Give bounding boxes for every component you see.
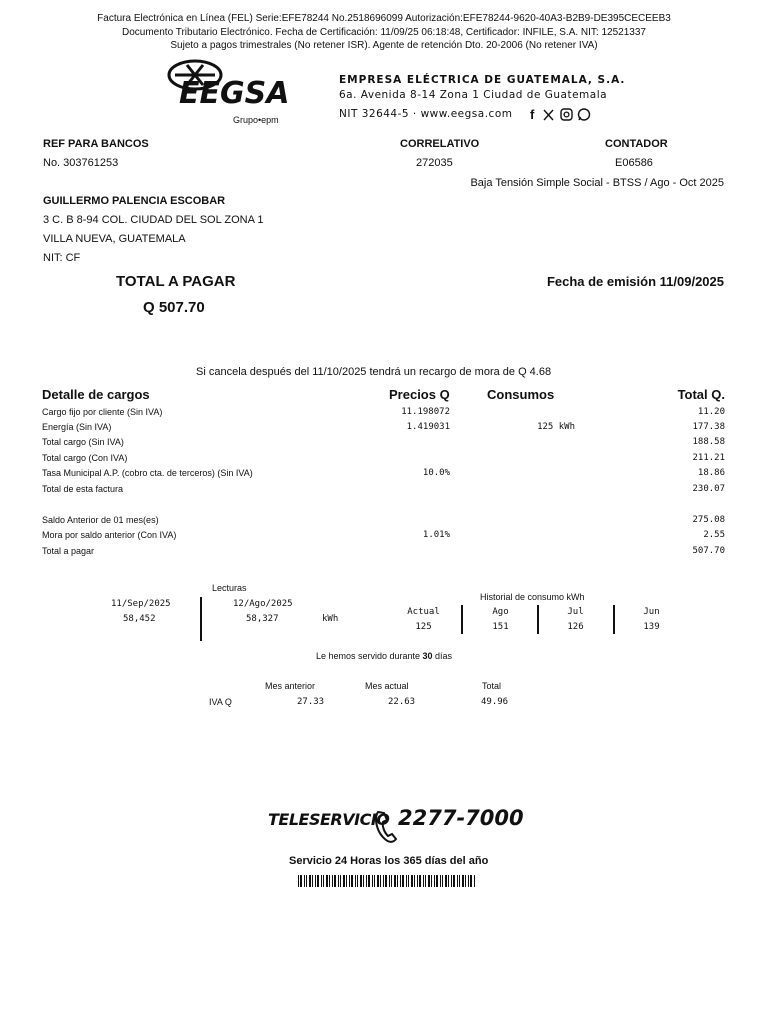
barcode-bar [408,875,409,887]
customer-name: GUILLERMO PALENCIA ESCOBAR [43,195,226,207]
whatsapp-icon[interactable] [579,109,590,120]
barcode-bar [323,875,324,887]
barcode-bar [462,875,464,887]
iva-col-previous: Mes anterior [265,681,316,691]
x-icon[interactable] [544,110,553,120]
barcode-bar [383,875,384,887]
barcode-bar [355,875,356,887]
barcode-bar [326,875,328,887]
history-col-value: 125 [415,622,432,632]
barcode-bar [465,875,466,887]
logo-brand-text: EEGSA [179,76,290,111]
barcode-bar [357,875,358,887]
barcode-bar [309,875,311,887]
svg-text:f: f [530,107,535,122]
customer-address-1: 3 C. B 8-94 COL. CIUDAD DEL SOL ZONA 1 [43,214,264,226]
ref-bancos-value: No. 303761253 [43,157,119,169]
barcode-bar [351,875,353,887]
barcode-bar [402,875,404,887]
charge-total: 177.38 [692,422,725,432]
barcode-bar [363,875,364,887]
history-col-value: 139 [643,622,660,632]
charge-desc: Total cargo (Con IVA) [42,453,128,463]
barcode-bar [434,875,435,887]
reading-value-current: 58,452 [123,614,156,624]
barcode-bar [312,875,313,887]
barcode-bar [453,875,455,887]
barcode-bar [470,875,472,887]
charge-desc: Total a pagar [42,546,95,556]
readings-divider [200,597,202,641]
fel-header-line-3: Sujeto a pagos trimestrales (No retener ISR). Agente de retención Dto. 20-2006 (No retener IVA) [170,40,598,51]
history-col-value: 151 [492,622,509,632]
customer-nit: NIT: CF [43,252,81,264]
charge-desc: Mora por saldo anterior (Con IVA) [42,530,177,540]
barcode-bar [425,875,426,887]
iva-current-value: 22.63 [388,697,416,707]
history-title: Historial de consumo kWh [480,592,585,602]
barcode-bar [334,875,336,887]
history-col-label: Jun [643,607,660,617]
barcode-bar [360,875,362,887]
charge-desc: Tasa Municipal A.P. (cobro cta. de terceros) (Sin IVA) [42,468,253,478]
late-fee-notice: Si cancela después del 11/10/2025 tendrá un recargo de mora de Q 4.68 [196,366,552,378]
barcode-bar [298,875,299,887]
barcode-bar [431,875,432,887]
history-divider [537,605,539,634]
history-col-label: Ago [492,607,509,617]
reading-date-current: 11/Sep/2025 [111,599,171,609]
barcode-bar [428,875,430,887]
correlativo-label: CORRELATIVO [400,138,480,150]
charge-consumo: 125 kWh [537,422,575,432]
barcode-bar [349,875,350,887]
barcode-bar [419,875,421,887]
charge-price: 11.198072 [401,407,450,417]
readings-title: Lecturas [212,583,247,593]
service-days-count: 30 [422,651,433,661]
charge-desc: Saldo Anterior de 01 mes(es) [42,515,159,525]
charges-col-consumo: Consumos [487,387,555,402]
barcode-bar [400,875,401,887]
barcode-bar [315,875,316,887]
charge-total: 507.70 [692,546,725,556]
charge-total: 2.55 [703,530,725,540]
barcode-bar [457,875,458,887]
fel-header-line-1: Factura Electrónica en Línea (FEL) Serie:EFE78244 No.2518696099 Autorización:EFE78244-9620-40A3-B2B9-DE395CECEEB3 [97,13,671,24]
fel-header-line-2: Documento Tributario Electrónico. Fecha de Certificación: 11/09/25 06:18:48, Certificador: INFILE, S.A. NIT: 12521337 [122,27,646,38]
emission-date: Fecha de emisión 11/09/2025 [546,274,724,289]
barcode-bar [338,875,339,887]
iva-label: IVA Q [209,697,232,707]
barcode-bar [414,875,415,887]
phone-icon [372,808,400,848]
social-icons [528,107,594,122]
reading-date-previous: 12/Ago/2025 [233,599,293,609]
barcode-bar [368,875,370,887]
company-address: 6a. Avenida 8-14 Zona 1 Ciudad de Guatemala [339,89,608,101]
barcode-bar [372,875,373,887]
charges-col-price: Precios Q [389,387,450,402]
total-amount: Q 507.70 [143,299,205,316]
ref-bancos-label: REF PARA BANCOS [43,138,149,150]
barcode-bar [391,875,392,887]
barcode-bar [445,875,447,887]
barcode-bar [448,875,449,887]
barcode-bar [304,875,305,887]
charge-total: 188.58 [692,437,725,447]
iva-previous-value: 27.33 [297,697,325,707]
charge-desc: Cargo fijo por cliente (Sin IVA) [42,407,163,417]
charge-total: 11.20 [697,407,725,417]
charges-col-total: Total Q. [677,387,725,402]
correlativo-value: 272035 [416,157,453,169]
service-days-suffix: días [435,651,453,661]
reading-value-previous: 58,327 [246,614,279,624]
contador-value: E06586 [615,157,653,169]
barcode-bar [374,875,375,887]
barcode-bar [442,875,443,887]
history-col-value: 126 [567,622,584,632]
tariff-period: Baja Tensión Simple Social - BTSS / Ago - Oct 2025 [470,177,724,189]
barcode-bar [389,875,390,887]
charge-total: 211.21 [692,453,725,463]
charge-price: 10.0% [422,468,450,478]
barcode-bar [329,875,330,887]
history-col-label: Jul [567,607,584,617]
logo-group-text: Grupo•epm [233,115,279,125]
reading-unit: kWh [322,614,339,624]
contador-label: CONTADOR [605,138,668,150]
barcode-bar [380,875,381,887]
barcode-bar [406,875,407,887]
history-divider [461,605,463,634]
charge-price: 1.419031 [406,422,450,432]
barcode [298,874,478,886]
charges-col-detail: Detalle de cargos [42,387,150,402]
barcode-bar [300,875,302,887]
barcode-bar [346,875,347,887]
instagram-icon[interactable] [561,109,572,120]
charge-price: 1.01% [422,530,450,540]
barcode-bar [340,875,341,887]
barcode-bar [377,875,379,887]
barcode-bar [474,875,475,887]
barcode-bar [321,875,322,887]
charge-desc: Total de esta factura [42,484,124,494]
charge-total: 230.07 [692,484,725,494]
barcode-bar [394,875,396,887]
charge-desc: Energía (Sin IVA) [42,422,112,432]
iva-col-current: Mes actual [365,681,409,691]
barcode-bar [317,875,319,887]
iva-col-total: Total [482,681,502,691]
barcode-bar [451,875,452,887]
barcode-bar [306,875,307,887]
barcode-bar [423,875,424,887]
history-divider [613,605,615,634]
barcode-bar [343,875,345,887]
charge-desc: Total cargo (Sin IVA) [42,437,124,447]
customer-address-2: VILLA NUEVA, GUATEMALA [43,233,186,245]
barcode-bar [417,875,418,887]
charge-total: 18.86 [697,468,725,478]
barcode-bar [440,875,441,887]
barcode-bar [411,875,413,887]
barcode-bar [459,875,460,887]
service-days-line [234,651,534,661]
barcode-bar [366,875,367,887]
teleservicio-phone: 2277-7000 [398,806,524,830]
charge-total: 275.08 [692,515,725,525]
company-nit-web: NIT 32644-5 · www.eegsa.com [339,108,513,120]
iva-total-value: 49.96 [481,697,509,707]
barcode-bar [397,875,398,887]
history-col-label: Actual [407,607,440,617]
eegsa-logo [165,57,291,127]
eegsa-logo-graphic [165,57,291,127]
barcode-bar [436,875,438,887]
facebook-icon[interactable] [530,107,535,122]
total-label: TOTAL A PAGAR [116,273,236,290]
service-days-prefix: Le hemos servido durante [315,651,420,661]
teleservicio-note: Servicio 24 Horas los 365 días del año [289,855,489,867]
barcode-bar [468,875,469,887]
teleservicio-label: TELESERVICIO [268,810,390,829]
barcode-bar [332,875,333,887]
barcode-bar [385,875,387,887]
company-name: EMPRESA ELÉCTRICA DE GUATEMALA, S.A. [339,74,626,86]
